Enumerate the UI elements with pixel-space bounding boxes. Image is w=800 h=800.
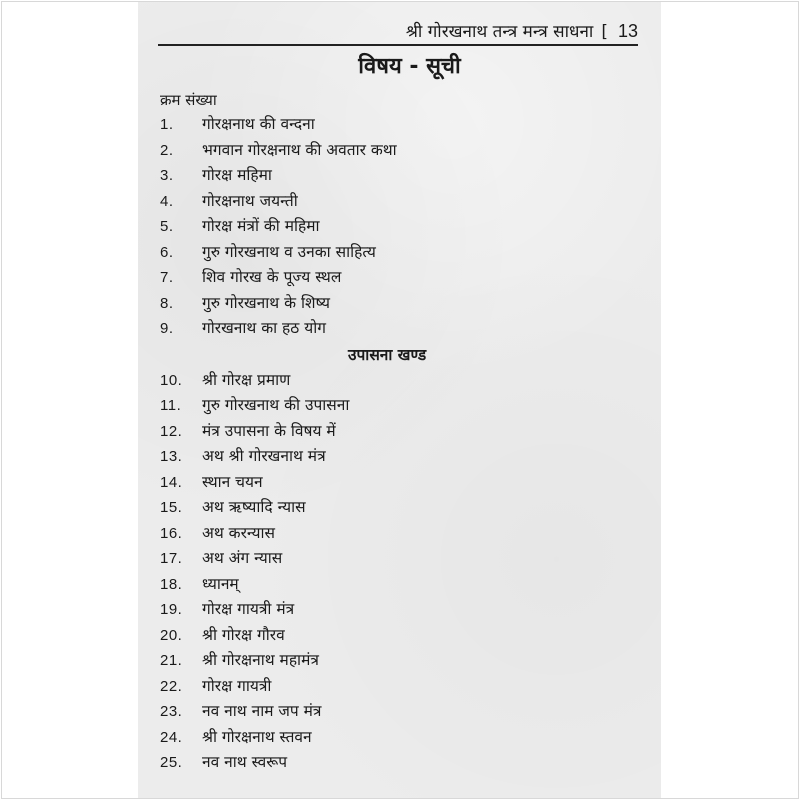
entry-title: भगवान गोरक्षनाथ की अवतार कथा <box>202 140 397 159</box>
entry-number: 18. <box>160 575 183 593</box>
entry-title: गुरु गोरखनाथ की उपासना <box>202 396 350 414</box>
toc-entry <box>160 597 640 623</box>
toc-entry <box>160 470 640 496</box>
entry-number: 20. <box>160 626 183 644</box>
toc-entry <box>160 648 640 674</box>
entry-number: 8. <box>160 294 174 312</box>
section-heading: उपासना खण्ड <box>348 345 427 364</box>
toc-entry <box>160 623 640 649</box>
entry-title: गुरु गोरखनाथ व उनका साहित्य <box>202 242 376 261</box>
entry-number: 9. <box>160 320 174 337</box>
entry-title: गोरक्षनाथ की वन्दना <box>202 115 315 133</box>
entry-number: 6. <box>160 243 174 261</box>
entry-number: 15. <box>160 499 183 516</box>
entry-title: श्री गोरक्ष प्रमाण <box>202 370 291 389</box>
toc-entry <box>160 316 640 342</box>
entry-number: 19. <box>160 601 183 618</box>
page-number: 13 <box>617 21 638 41</box>
toc-entry <box>160 572 640 598</box>
toc-entry <box>160 521 640 547</box>
toc-entry <box>160 419 640 445</box>
entry-number: 14. <box>160 473 183 491</box>
entry-title: शिव गोरख के पूज्य स्थल <box>202 268 342 286</box>
toc-entry <box>160 444 640 470</box>
toc-entry <box>160 699 640 725</box>
toc-entry <box>160 291 640 317</box>
entry-number: 16. <box>160 524 183 542</box>
toc-entry <box>160 138 640 164</box>
book-title: श्री गोरखनाथ तन्त्र मन्त्र साधना <box>405 22 594 42</box>
running-header <box>158 14 638 46</box>
entry-title: गोरक्ष गायत्री मंत्र <box>202 600 295 618</box>
header-bracket: [ <box>601 22 608 42</box>
entry-title: अथ करन्यास <box>202 523 275 542</box>
entry-title: मंत्र उपासना के विषय में <box>202 421 336 440</box>
entry-number: 23. <box>160 703 183 720</box>
toc-entry <box>160 189 640 215</box>
entry-number: 7. <box>160 269 174 286</box>
entry-title: गोरक्ष गायत्री <box>202 676 272 695</box>
entry-title: अथ ऋष्यादि न्यास <box>202 498 306 516</box>
entry-number: 25. <box>160 754 183 771</box>
entry-number: 1. <box>160 116 174 133</box>
entry-number: 12. <box>160 422 183 440</box>
toc-entry <box>160 750 640 776</box>
entry-title: अथ श्री गोरखनाथ मंत्र <box>202 447 326 465</box>
entry-title: ध्यानम् <box>202 574 239 593</box>
book-page <box>138 2 661 798</box>
entry-number: 21. <box>160 652 183 669</box>
toc-column-label: क्रम संख्या <box>160 91 217 109</box>
entry-number: 22. <box>160 677 183 695</box>
entry-title: गोरक्ष मंत्रों की महिमा <box>202 217 320 235</box>
entry-number: 13. <box>160 448 183 465</box>
toc-entry <box>160 674 640 700</box>
toc-entry <box>160 265 640 291</box>
entry-title: श्री गोरक्षनाथ महामंत्र <box>202 651 319 669</box>
entry-title: श्री गोरक्ष गौरव <box>202 625 285 644</box>
entry-number: 24. <box>160 728 183 746</box>
toc-title: विषय - सूची <box>358 54 461 79</box>
toc-entry <box>160 214 640 240</box>
entry-number: 10. <box>160 371 183 389</box>
entry-title: गोरक्षनाथ जयन्ती <box>202 191 298 210</box>
entry-title: नव नाथ नाम जप मंत्र <box>202 702 322 720</box>
entry-number: 11. <box>160 397 182 414</box>
entry-number: 5. <box>160 218 174 235</box>
entry-number: 3. <box>160 167 174 184</box>
entry-number: 17. <box>160 550 183 567</box>
toc-entry <box>160 163 640 189</box>
entry-title: श्री गोरक्षनाथ स्तवन <box>202 727 312 746</box>
entry-number: 4. <box>160 192 174 210</box>
entry-title: गुरु गोरखनाथ के शिष्य <box>202 293 331 312</box>
toc-entry <box>160 240 640 266</box>
toc-entry <box>160 112 640 138</box>
entry-title: गोरक्ष महिमा <box>202 166 272 184</box>
toc-entry <box>160 495 640 521</box>
entry-title: गोरखनाथ का हठ योग <box>202 319 326 337</box>
toc-list <box>160 112 640 776</box>
entry-title: अथ अंग न्यास <box>202 549 283 567</box>
entry-title: नव नाथ स्वरूप <box>202 753 288 771</box>
toc-entry <box>160 368 640 394</box>
toc-entry <box>160 725 640 751</box>
toc-entry <box>160 546 640 572</box>
entry-number: 2. <box>160 141 174 159</box>
entry-title: स्थान चयन <box>202 472 263 491</box>
toc-entry <box>160 393 640 419</box>
